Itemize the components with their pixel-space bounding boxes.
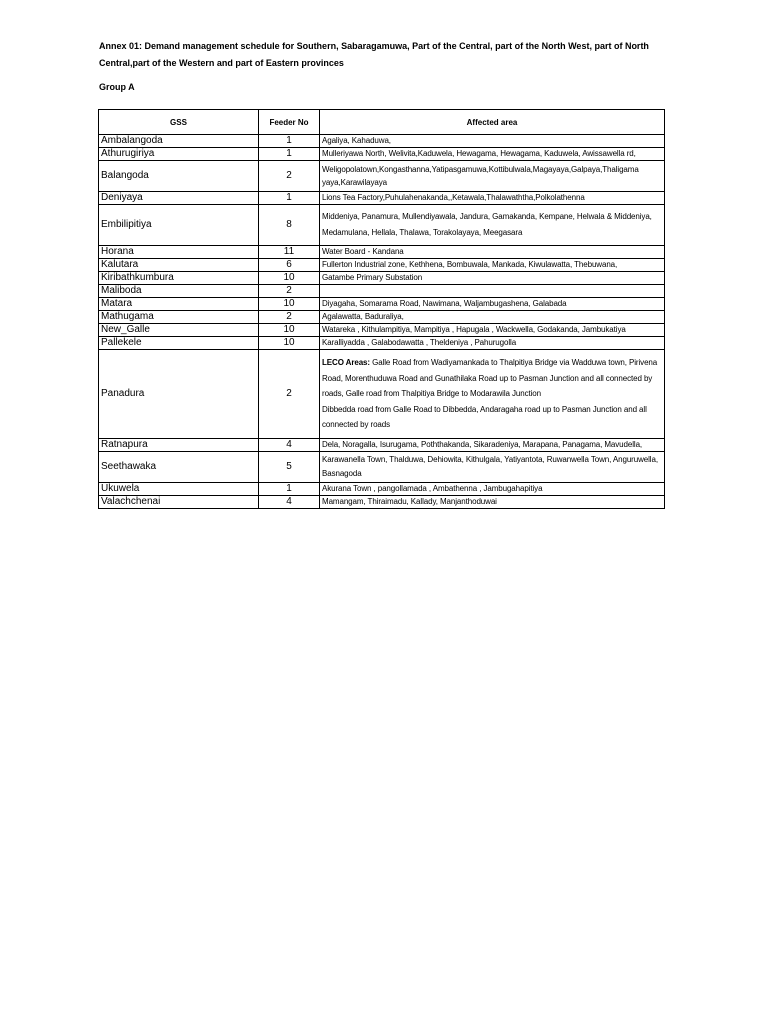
header-affected-area: Affected area — [320, 110, 665, 135]
feeder-cell: 10 — [259, 272, 320, 285]
area-cell: Fullerton Industrial zone, Kethhena, Bombuwala, Mankada, Kiwulawatta, Thebuwana, — [320, 259, 665, 272]
area-cell: Gatambe Primary Substation — [320, 272, 665, 285]
gss-cell: Seethawaka — [99, 452, 259, 483]
gss-cell: Embilipitiya — [99, 205, 259, 246]
title-text: : Demand management schedule for Southern, Sabaragamuwa, Part of the Central, part of the North West, part of North Central,part of the Western and part of Eastern provinces — [99, 41, 649, 68]
feeder-cell: 4 — [259, 496, 320, 509]
area-cell: Agalawatta, Baduraliya, — [320, 311, 665, 324]
table-row — [99, 452, 665, 483]
group-label: Group A — [99, 82, 135, 92]
leco-areas-label: LECO Areas: — [322, 358, 370, 368]
header-feeder-no: Feeder No — [259, 110, 320, 135]
feeder-cell: 10 — [259, 324, 320, 337]
gss-cell: Ukuwela — [99, 483, 259, 496]
table-row — [99, 205, 665, 246]
annex-label: Annex 01 — [99, 41, 140, 51]
feeder-cell: 1 — [259, 148, 320, 161]
feeder-cell: 1 — [259, 192, 320, 205]
gss-cell: Horana — [99, 246, 259, 259]
table-row — [99, 350, 665, 439]
feeder-cell: 10 — [259, 298, 320, 311]
table-row — [99, 298, 665, 311]
feeder-cell: 10 — [259, 337, 320, 350]
area-cell: Akurana Town , pangollamada , Ambathenna , Jambugahapitiya — [320, 483, 665, 496]
gss-cell: Valachchenai — [99, 496, 259, 509]
table-row — [99, 259, 665, 272]
gss-cell: Athurugiriya — [99, 148, 259, 161]
header-gss: GSS — [99, 110, 259, 135]
table-header — [99, 110, 665, 135]
table-row — [99, 246, 665, 259]
area-cell: Dela, Noragalla, Isurugama, Poththakanda, Sikaradeniya, Marapana, Panagama, Mavudella, — [320, 439, 665, 452]
table-row — [99, 483, 665, 496]
area-cell: Karawanella Town, Thalduwa, Dehiowita, Kithulgala, Yatiyantota, Ruwanwella Town, Anguruwella, Basnagoda — [320, 452, 665, 483]
gss-cell: Mathugama — [99, 311, 259, 324]
gss-cell: Matara — [99, 298, 259, 311]
feeder-cell: 11 — [259, 246, 320, 259]
area-cell: Middeniya, Panamura, Mullendiyawala, Jandura, Gamakanda, Kempane, Helwala & Middeniya, Medamulana, Hellala, Thalawa, Torakolayaya, Meegasara — [320, 205, 665, 246]
table-row — [99, 311, 665, 324]
area-cell — [320, 350, 665, 439]
table-row — [99, 324, 665, 337]
area-cell: Weligopolatown,Kongasthanna,Yatipasgamuwa,Kottibulwala,Magayaya,Galpaya,Thaligama yaya,Karawilayaya — [320, 161, 665, 192]
table-row — [99, 161, 665, 192]
feeder-cell: 8 — [259, 205, 320, 246]
table-row — [99, 439, 665, 452]
table-row — [99, 272, 665, 285]
feeder-cell: 2 — [259, 285, 320, 298]
feeder-cell: 5 — [259, 452, 320, 483]
area-cell: Watareka , Kithulampitiya, Mampitiya , Hapugala , Wackwella, Godakanda, Jambukatiya — [320, 324, 665, 337]
area-cell — [320, 285, 665, 298]
area-cell: Karalliyadda , Galabodawatta , Theldeniya , Pahurugolla — [320, 337, 665, 350]
gss-cell: Pallekele — [99, 337, 259, 350]
gss-cell: New_Galle — [99, 324, 259, 337]
table-row — [99, 135, 665, 148]
area-cell: Water Board - Kandana — [320, 246, 665, 259]
gss-cell: Deniyaya — [99, 192, 259, 205]
page-title — [99, 38, 669, 72]
gss-cell: Kalutara — [99, 259, 259, 272]
gss-cell: Balangoda — [99, 161, 259, 192]
feeder-cell: 1 — [259, 135, 320, 148]
area-cell: Mulleriyawa North, Welivita,Kaduwela, Hewagama, Hewagama, Kaduwela, Awissawella rd, — [320, 148, 665, 161]
feeder-cell: 1 — [259, 483, 320, 496]
table-row — [99, 192, 665, 205]
gss-cell: Ambalangoda — [99, 135, 259, 148]
gss-cell: Maliboda — [99, 285, 259, 298]
table-body — [99, 135, 665, 509]
area-cell: Agaliya, Kahaduwa, — [320, 135, 665, 148]
gss-cell: Ratnapura — [99, 439, 259, 452]
gss-cell: Panadura — [99, 350, 259, 439]
table-row — [99, 496, 665, 509]
feeder-cell: 2 — [259, 311, 320, 324]
feeder-cell: 2 — [259, 350, 320, 439]
area-cell: Diyagaha, Somarama Road, Nawimana, Waljambugashena, Galabada — [320, 298, 665, 311]
table-row — [99, 148, 665, 161]
feeder-cell: 4 — [259, 439, 320, 452]
area-cell: Lions Tea Factory,Puhulahenakanda,,Ketawala,Thalawaththa,Polkolathenna — [320, 192, 665, 205]
schedule-table — [98, 109, 665, 509]
area-cell: Mamangam, Thiraimadu, Kallady, Manjanthoduwai — [320, 496, 665, 509]
feeder-cell: 6 — [259, 259, 320, 272]
table-row — [99, 337, 665, 350]
gss-cell: Kiribathkumbura — [99, 272, 259, 285]
feeder-cell: 2 — [259, 161, 320, 192]
table-row — [99, 285, 665, 298]
area-text-line2: Dibbedda road from Galle Road to Dibbedda, Andaragaha road up to Pasman Junction and all connected by roads — [322, 404, 647, 430]
area-text: Galle Road from Wadiyamankada to Thalpitiya Bridge via Wadduwa town, Pirivena Road, Morenthuduwa Road and Gunathilaka Road up to Pasman Junction and all connected by roads, Galle road from Thalpitiya Bridge to Modarawila Junction — [322, 358, 658, 399]
